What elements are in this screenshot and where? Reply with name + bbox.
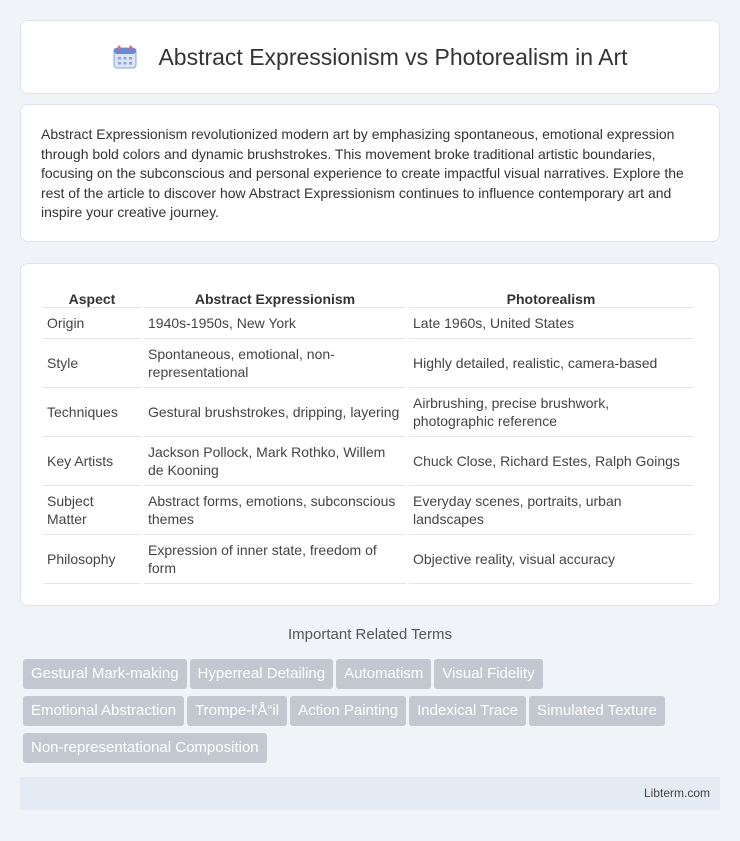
footer-link[interactable]: Libterm.com [643,786,710,800]
table-row [43,486,693,535]
header-aspect: Aspect [43,284,141,308]
cell-photorealism: Highly detailed, realistic, camera-based [409,339,693,388]
page-title-text: Abstract Expressionism vs Photorealism in Art [158,43,628,70]
intro-card [20,104,720,242]
cell-photorealism: Everyday scenes, portraits, urban landscapes [409,486,693,535]
title-card [20,20,720,94]
cell-abstract-expressionism: Gestural brushstrokes, dripping, layering [144,388,406,437]
term-tag[interactable]: Indexical Trace [409,696,526,726]
related-terms-list [23,659,723,770]
cell-aspect: Techniques [43,388,141,437]
comparison-table [40,284,696,584]
term-tag[interactable]: Non-representational Composition [23,733,267,763]
table-row [43,437,693,486]
footer [20,777,720,810]
cell-abstract-expressionism: Expression of inner state, freedom of form [144,535,406,584]
cell-aspect: Subject Matter [43,486,141,535]
term-tag[interactable]: Visual Fidelity [434,659,542,689]
term-tag[interactable]: Simulated Texture [529,696,665,726]
term-tag[interactable]: Automatism [336,659,431,689]
intro-text: Abstract Expressionism revolutionized modern art by emphasizing spontaneous, emotional expression through bold colors and dynamic brushstrokes. This movement broke traditional artistic boundaries, focusing on the subconscious and personal experience to create impactful visual narratives. Explore the rest of the article to discover how Abstract Expressionism continues to influence contemporary art and inspire your creative journey. [41,126,684,220]
cell-photorealism: Late 1960s, United States [409,308,693,339]
term-tag[interactable]: Action Painting [290,696,406,726]
cell-abstract-expressionism: Spontaneous, emotional, non-representational [144,339,406,388]
term-tag[interactable]: Emotional Abstraction [23,696,184,726]
calendar-icon [112,44,138,70]
term-tag[interactable]: Trompe-l'Å“il [187,696,287,726]
cell-abstract-expressionism: Abstract forms, emotions, subconscious themes [144,486,406,535]
cell-abstract-expressionism: 1940s-1950s, New York [144,308,406,339]
cell-aspect: Key Artists [43,437,141,486]
cell-aspect: Philosophy [43,535,141,584]
table-header-row [43,284,693,308]
term-tag[interactable]: Hyperreal Detailing [190,659,334,689]
term-tag[interactable]: Gestural Mark-making [23,659,187,689]
related-terms-heading: Important Related Terms [288,626,452,643]
cell-aspect: Origin [43,308,141,339]
table-row [43,308,693,339]
cell-photorealism: Chuck Close, Richard Estes, Ralph Goings [409,437,693,486]
table-row [43,339,693,388]
page-title [112,44,627,71]
cell-abstract-expressionism: Jackson Pollock, Mark Rothko, Willem de Kooning [144,437,406,486]
header-abstract-expressionism: Abstract Expressionism [144,284,406,308]
cell-photorealism: Objective reality, visual accuracy [409,535,693,584]
table-row [43,388,693,437]
table-row [43,535,693,584]
header-photorealism: Photorealism [409,284,693,308]
comparison-card [20,263,720,606]
cell-photorealism: Airbrushing, precise brushwork, photographic reference [409,388,693,437]
cell-aspect: Style [43,339,141,388]
